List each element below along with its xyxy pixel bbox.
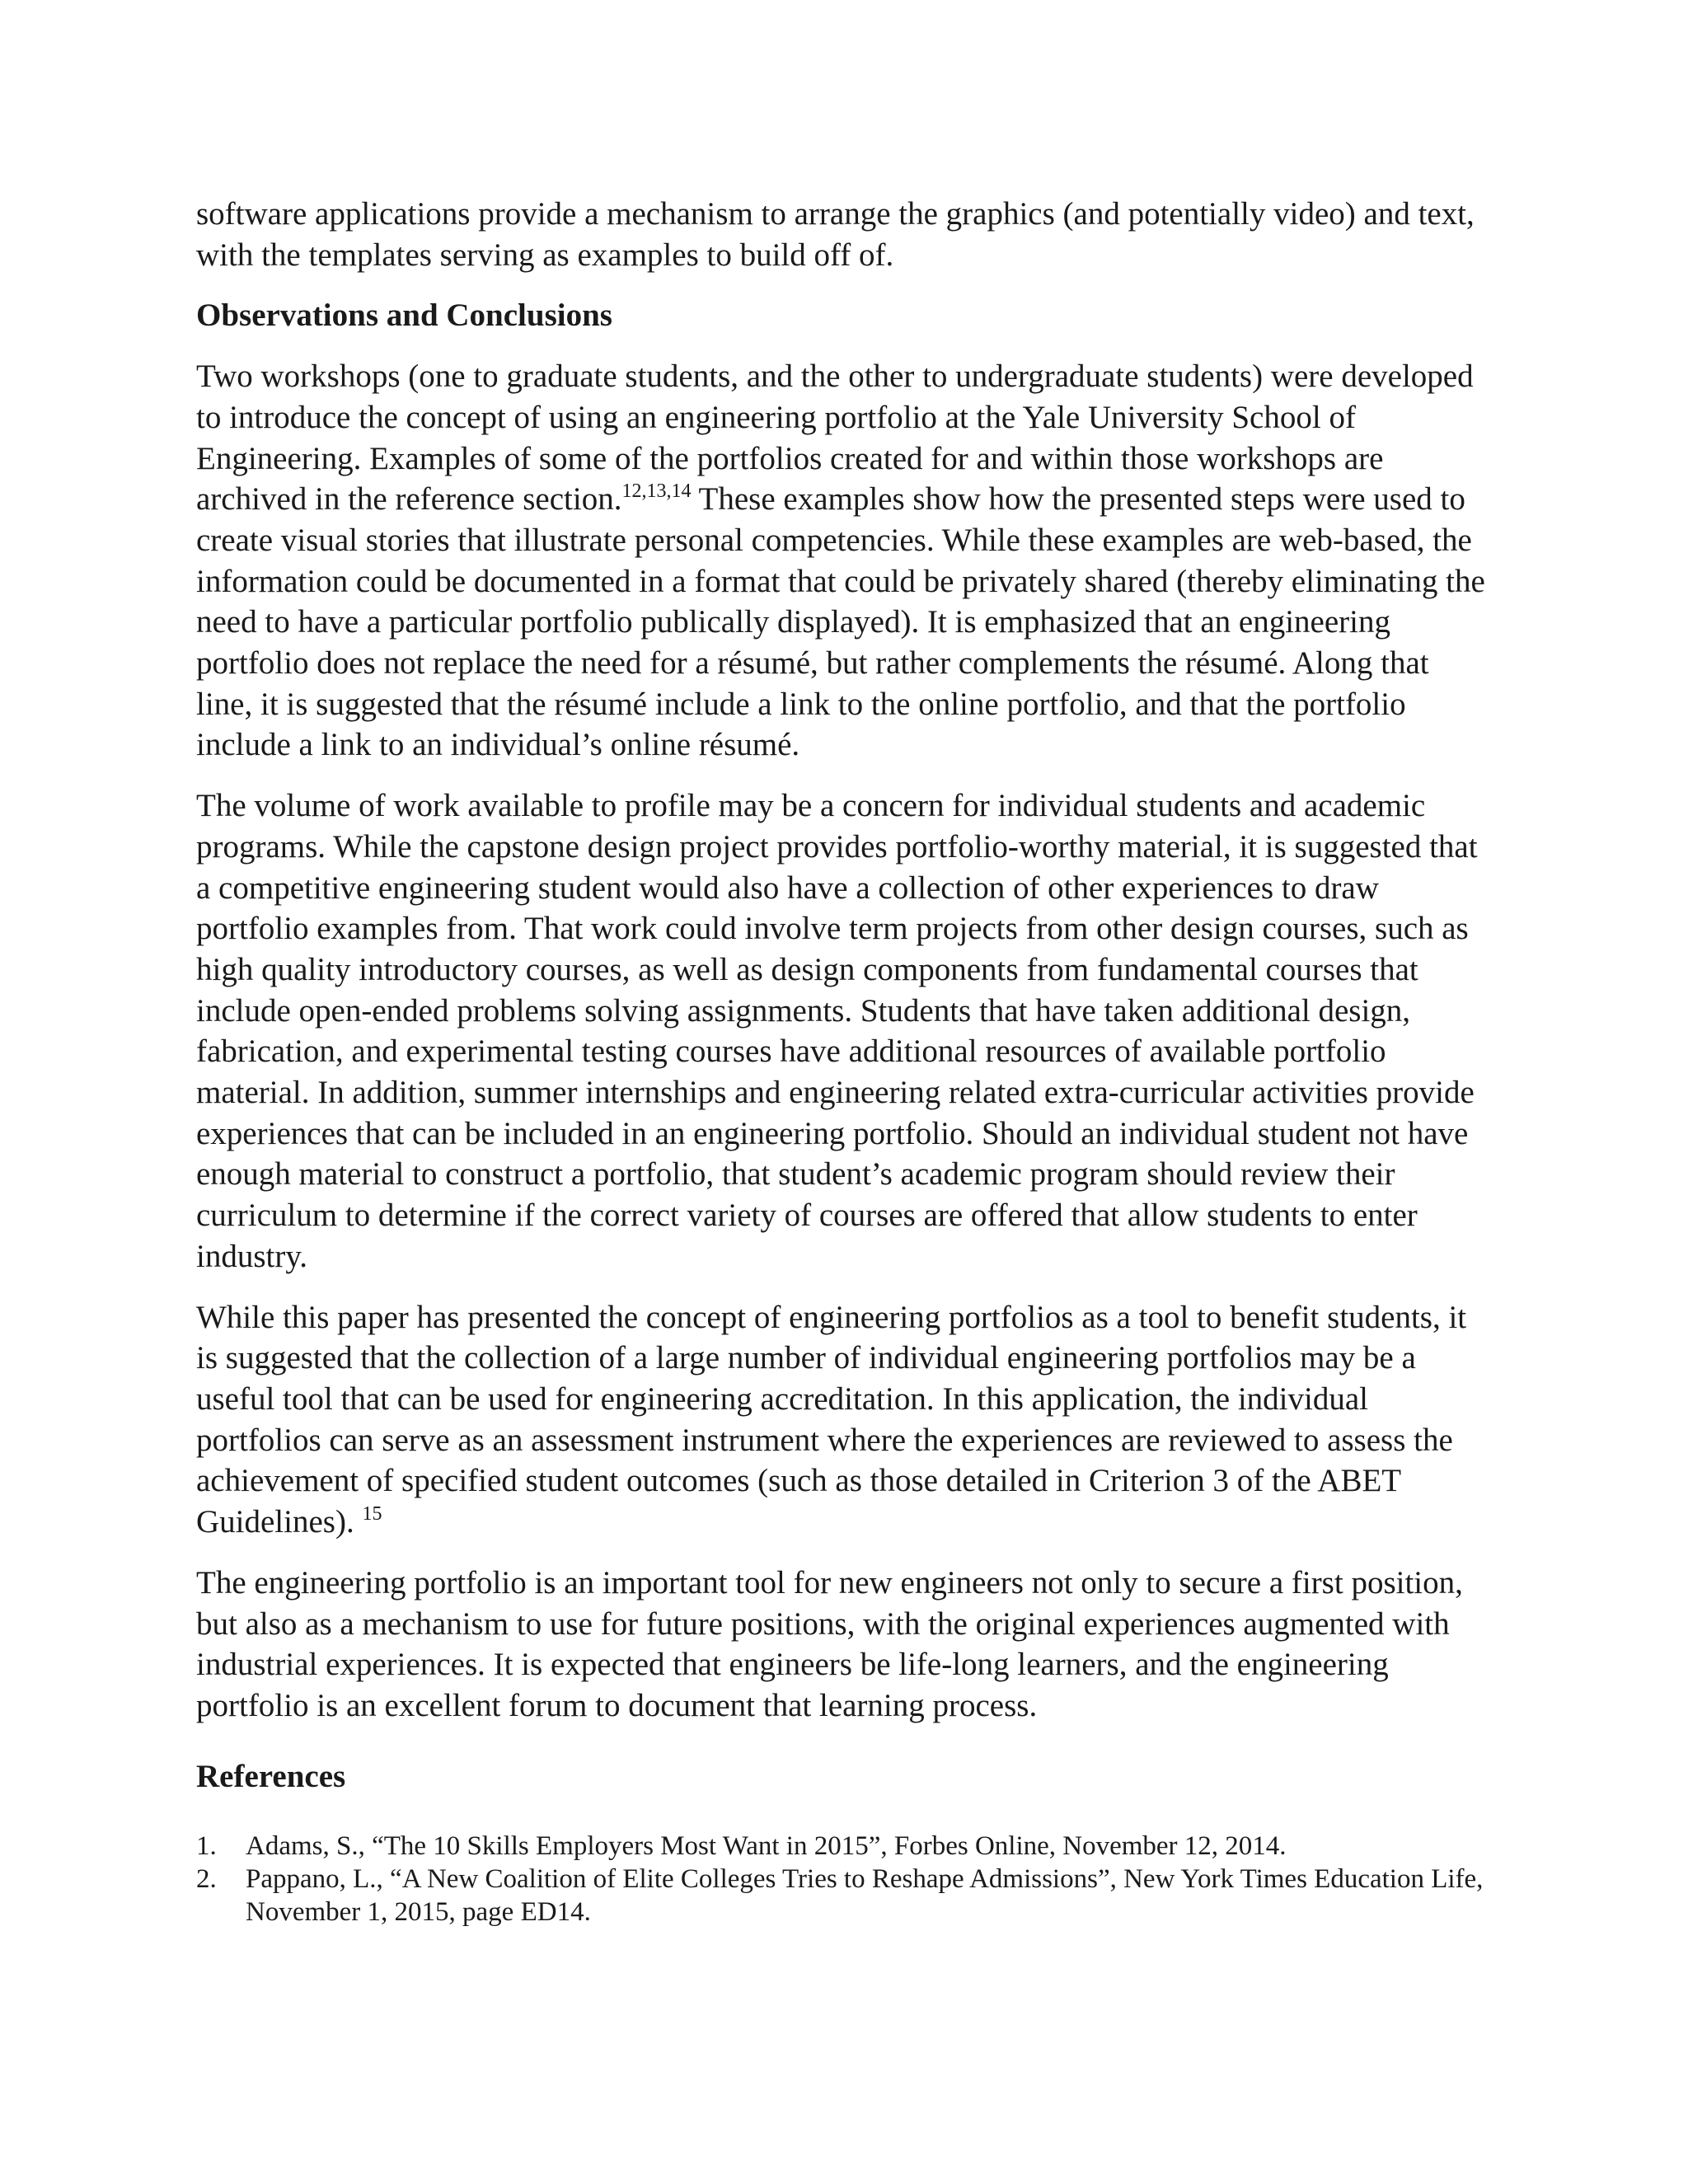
citation-superscript: 15 bbox=[362, 1503, 382, 1526]
continuation-paragraph: software applications provide a mechanism to arrange the graphics (and potentially video) and text, with the templates serving as examples to build off of. bbox=[196, 196, 1475, 273]
paragraph-volume-of-work: The volume of work available to profile may be a concern for individual students and academic programs. While the capstone design project provides portfolio-worthy material, it is suggested that a competitive engineering student would also have a collection of other experiences to draw portfolio examples from. That work could involve term projects from other design courses, such as high quality introductory courses, as well as design components from fundamental courses that include open-ended problems solving assignments. Students that have taken additional design, fabrication, and experimental testing courses have additional resources of available portfolio material. In addition, summer internships and engineering related extra-curricular activities provide experiences that can be included in an engineering portfolio. Should an individual student not have enough material to construct a portfolio, that student’s academic program should review their curriculum to determine if the correct variety of courses are offered that allow students to enter industry. bbox=[196, 788, 1478, 1274]
paragraph-workshops-text-b: These examples show how the presented steps were used to create visual stories that illustrate personal competencies. While these examples are web-based, the information could be documented in a format that could be privately shared (thereby eliminating the need to have a particular portfolio publically displayed). It is emphasized that an engineering portfolio does not replace the need for a résumé, but rather complements the résumé. Along that line, it is suggested that the résumé include a link to the online portfolio, and that the portfolio include a link to an individual’s online résumé. bbox=[196, 481, 1485, 763]
references-list bbox=[196, 1830, 1492, 1929]
section-heading: Observations and Conclusions bbox=[196, 298, 612, 334]
reference-item bbox=[196, 1830, 1492, 1863]
paragraph-accreditation bbox=[196, 1297, 1492, 1543]
reference-item bbox=[196, 1863, 1492, 1929]
paragraph-workshops bbox=[196, 356, 1492, 766]
references-heading: References bbox=[196, 1758, 346, 1794]
paragraph-accreditation-text: While this paper has presented the concept of engineering portfolios as a tool to benefit students, it is suggested that the collection of a large number of individual engineering portfolios may be a useful tool that can be used for engineering accreditation. In this application, the individual portfolios can serve as an assessment instrument where the experiences are reviewed to assess the achievement of specified student outcomes (such as those detailed in Criterion 3 of the ABET Guidelines). bbox=[196, 1299, 1467, 1540]
reference-number: 1. bbox=[196, 1831, 217, 1862]
paragraph-conclusion: The engineering portfolio is an important tool for new engineers not only to secure a first position, but also as a mechanism to use for future positions, with the original experiences augmented with industrial experiences. It is expected that engineers be life-long learners, and the engineering portfolio is an excellent forum to document that learning process. bbox=[196, 1564, 1463, 1723]
reference-text: Pappano, L., “A New Coalition of Elite Colleges Tries to Reshape Admissions”, New York Times Education Life, November 1, 2015, page ED14. bbox=[246, 1864, 1484, 1928]
reference-number: 2. bbox=[196, 1864, 217, 1895]
citation-superscript: 12,13,14 bbox=[621, 480, 692, 503]
paragraph-workshops-text-a: Two workshops (one to graduate students, and the other to undergraduate students) were developed to introduce the concept of using an engineering portfolio at the Yale University School of Engineering. Examples of some of the portfolios created for and within those workshops are archived in the reference section. bbox=[196, 359, 1474, 518]
reference-text: Adams, S., “The 10 Skills Employers Most Want in 2015”, Forbes Online, November 12, 2014. bbox=[246, 1831, 1287, 1862]
